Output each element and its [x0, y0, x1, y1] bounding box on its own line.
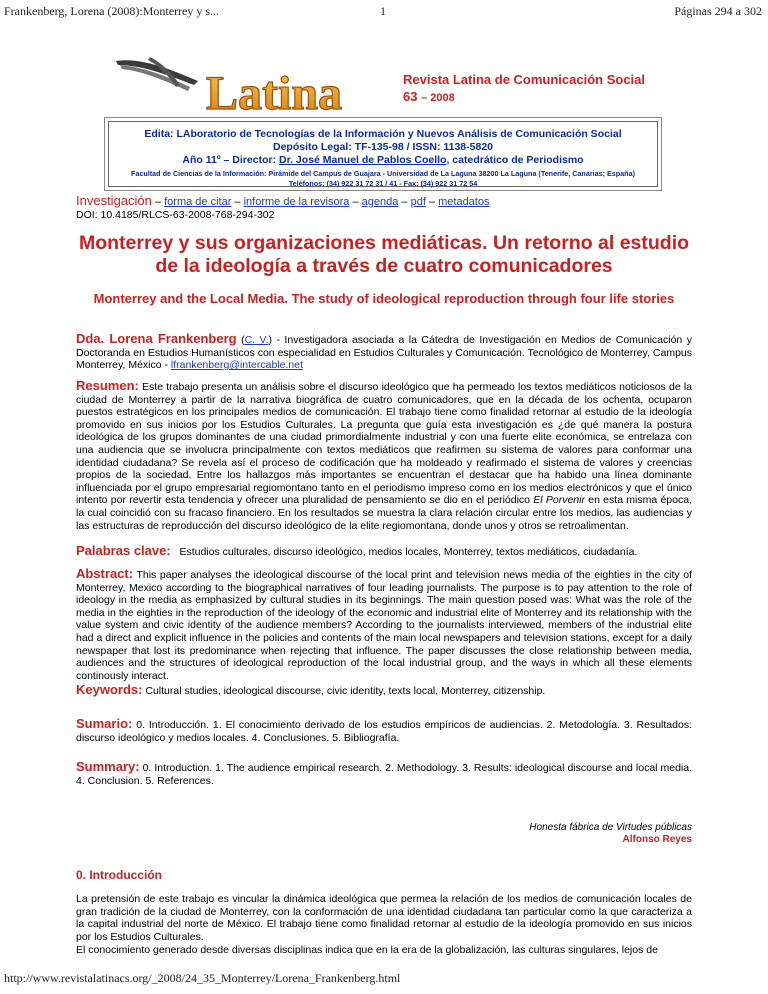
sumario-label: Sumario: [76, 716, 133, 731]
nav-separator: – [398, 196, 411, 208]
latina-logo [110, 55, 380, 127]
page-number: 1 [380, 4, 386, 18]
abstract-label: Abstract: [76, 566, 134, 581]
keywords-block [76, 684, 692, 698]
nav-separator: – [231, 196, 244, 208]
address-line [109, 169, 657, 178]
palabras-text: Estudios culturales, discurso ideológico, medios locales, Monterrey, textos mediáticos, ciudadanía. [179, 546, 638, 558]
doi: DOI: 10.4185/RLCS-63-2008-768-294-302 [76, 209, 275, 221]
logo-text: Latina [206, 67, 343, 120]
journal-year: – 2008 [421, 92, 455, 104]
intro-paragraph-1: La pretensión de este trabajo es vincular la dinámica ideológica que permea la relación de los medios de comunicación locales de gran tradición de la ciudad de Monterrey, con la conformación de una identidad ciudadana tan particular como la que caracteriza a la capital industrial del norte de México. El trabajo tiene como finalidad retornar al estudio de la ideología promovido en sus inicios por los Estudios Culturales. [76, 893, 692, 943]
summary-text: 0. Introduction. 1. The audience empirical research. 2. Methodology. 3. Results: ideological discourse and local media. 4. Conclusion. 5. References. [76, 762, 692, 787]
review-link[interactable]: informe de la revisora [243, 196, 350, 208]
cite-link[interactable]: forma de citar [164, 196, 232, 208]
palabras-block [76, 545, 692, 559]
director-line [109, 154, 657, 166]
author-name: Dda. Lorena Frankenberg [76, 331, 237, 346]
abstract-text: This paper analyses the ideological discourse of the local print and television news media of the eighties in the city of Monterrey, Mexico according to the biographical narratives of four leading journalists. The purpose is to pay attention to the role of ideology in the media as emphasized by cultural studies in its beginnings. The main question posed was: What was the role of the media in the eighties in the reproduction of the ideology of the economic and industrial elite of Monterrey and its relationship with the value system and civic identity of the audience members? According to the journalists interviewed, members of the industrial elite had a direct and explicit influence in the policies and contents of the main local newspapers and television stations, except for a daily newspaper that lost its predominance when rejecting that influence. The paper discusses the close relationship between media, audiences and the structures of ideological reproduction of the local industrial group, and the ways in which all these elements continously interact. [76, 569, 692, 682]
publisher-line: Edita: LAboratorio de Tecnologías de la Información y Nuevos Análisis de Comunicación Social [144, 128, 622, 140]
summary-label: Summary: [76, 759, 140, 774]
resumen-text-2: en esta misma época, la cual coincidió con su fracaso financiero. En los resultados se muestra la clara relación circular entre los medios, las audiencias y las estructuras de reproducción del discurso ideológico de la elite regiomontana, donde unos y otros se retroalimentan. [76, 494, 692, 532]
author-block: Dda. Lorena Frankenberg (C. V.) - Investigadora asociada a la Cátedra de Investigación en Medios de Comunicación y Doctoranda en Estudios Humanísticos con especialidad en Estudios Culturales y Comunicación. Tecnológico de Monterrey, Campus Monterrey, México - lfrankenberg@intercable.net [76, 331, 692, 372]
cv-link[interactable]: C. V. [244, 334, 269, 346]
article-title: Monterrey y sus organizaciones mediáticas. Un retorno al estudio de la ideología a través de cuatro comunicadores [78, 232, 690, 277]
publisher-infobox [108, 121, 658, 187]
legal-deposit-line: Depósito Legal: TF-135-98 / ISSN: 1138-5820 [273, 141, 493, 153]
keywords-label: Keywords: [76, 682, 143, 697]
section-nav [76, 193, 489, 208]
intro-heading: 0. Introducción [76, 868, 163, 882]
sumario-block [76, 718, 692, 744]
keywords-text: Cultural studies, ideological discourse, civic identity, texts local, Monterrey, citizenship. [142, 685, 546, 697]
page-footer-url: http://www.revistalatinacs.org/_2008/24_35_Monterrey/Lorena_Frankenberg.html [4, 971, 401, 985]
resumen-label: Resumen: [76, 378, 139, 393]
summary-block [76, 761, 692, 787]
director-link[interactable]: Dr. José Manuel de Pablos Coello [279, 154, 447, 166]
epigraph-text: Honesta fábrica de Virtudes públicas [529, 822, 692, 833]
university-link[interactable]: Universidad de La Laguna [387, 169, 477, 178]
nav-separator: – [151, 196, 165, 208]
intro-paragraph-2: El conocimiento generado desde diversas disciplinas indica que en la era de la globalización, las culturas singulares, lejos de [76, 944, 658, 956]
agenda-link[interactable]: agenda [361, 196, 399, 208]
nav-separator: – [425, 196, 439, 208]
phone-line: Teléfonos: (34) 922 31 72 31 / 41 - Fax: (34) 922 31 72 54 [288, 179, 478, 188]
abstract-block [76, 568, 692, 682]
director-prefix: Año 11º – Director: [182, 154, 279, 166]
section-label: Investigación [76, 193, 152, 208]
epigraph [529, 822, 692, 846]
article-subtitle: Monterrey and the Local Media. The study of ideological reproduction through four life stories [93, 291, 675, 306]
journal-name: Revista Latina de Comunicación Social [403, 72, 646, 87]
resumen-text-1: Este trabajo presenta un análisis sobre el discurso ideológico que ha permeado los textos mediáticos noticiosos de la ciudad de Monterrey a partir de la narrativa biográfica de cuatro comunicadores, que en la década de los ochenta, ocuparon puestos estratégicos en los principales medios de comunicación. El trabajo tiene como finalidad retornar al estudio de la ideología promovido en sus inicios por los Estudios Culturales. La pregunta que guía esta investigación es ¿de qué manera la postura ideológica de los grupos dominantes de una ciudad primordialmente industrial y con una fuerte elite económica, se entrelaza con una audiencia que se involucra principalmente con textos mediáticos que reafirmen su sistema de valores para conformar una identidad ciudadana? Se revela así el proceso de codificación que ha moldeado y reafirmado el sistema de valores y creencias propios de la sociedad. Entre los hallazgos más importantes se encuentran el destacar que ha habido una línea dominante influenciada por el grupo empresarial regiomontano tanto en el periodismo impreso como en los medios electrónicos y que el único intento por revertir esta tendencia y ofrecer una pluralidad de pensamiento se dio en el periódico [76, 381, 692, 507]
author-description: - Investigadora asociada a la Cátedra de Investigación en Medios de Comunicación y Doctoranda en Estudios Humanísticos con especialidad en Estudios Culturales y Comunicación. Tecnológico de Monterrey, Campus Monterrey, México - [76, 334, 692, 372]
palabras-label: Palabras clave: [76, 543, 171, 558]
nav-separator: – [349, 196, 362, 208]
resumen-italic: El Porvenir [533, 494, 585, 507]
epigraph-author: Alfonso Reyes [622, 834, 692, 845]
page-header-left: Frankenberg, Lorena (2008):Monterrey y s... [4, 4, 220, 18]
pdf-link[interactable]: pdf [410, 196, 426, 208]
sumario-text: 0. Introducción. 1. El conocimiento derivado de los estudios empíricos de audiencias. 2. Metodología. 3. Resultados: discurso ideológico y medios locales. 4. Conclusiones. 5. Bibliografía. [76, 719, 692, 744]
journal-info [403, 72, 645, 104]
metadata-link[interactable]: metadatos [438, 196, 490, 208]
author-email-link[interactable]: lfrankenberg@intercable.net [170, 359, 303, 372]
director-suffix: , catedrático de Periodismo [446, 154, 584, 166]
address-suffix: 38200 La Laguna (Tenerife, Canarias; España) [476, 169, 635, 178]
page-range: Páginas 294 a 302 [674, 4, 762, 18]
journal-issue: 63 [403, 89, 418, 104]
address-prefix: Facultad de Ciencias de la Información: Pirámide del Campus de Guajara - [131, 169, 388, 178]
resumen-block [76, 380, 692, 532]
